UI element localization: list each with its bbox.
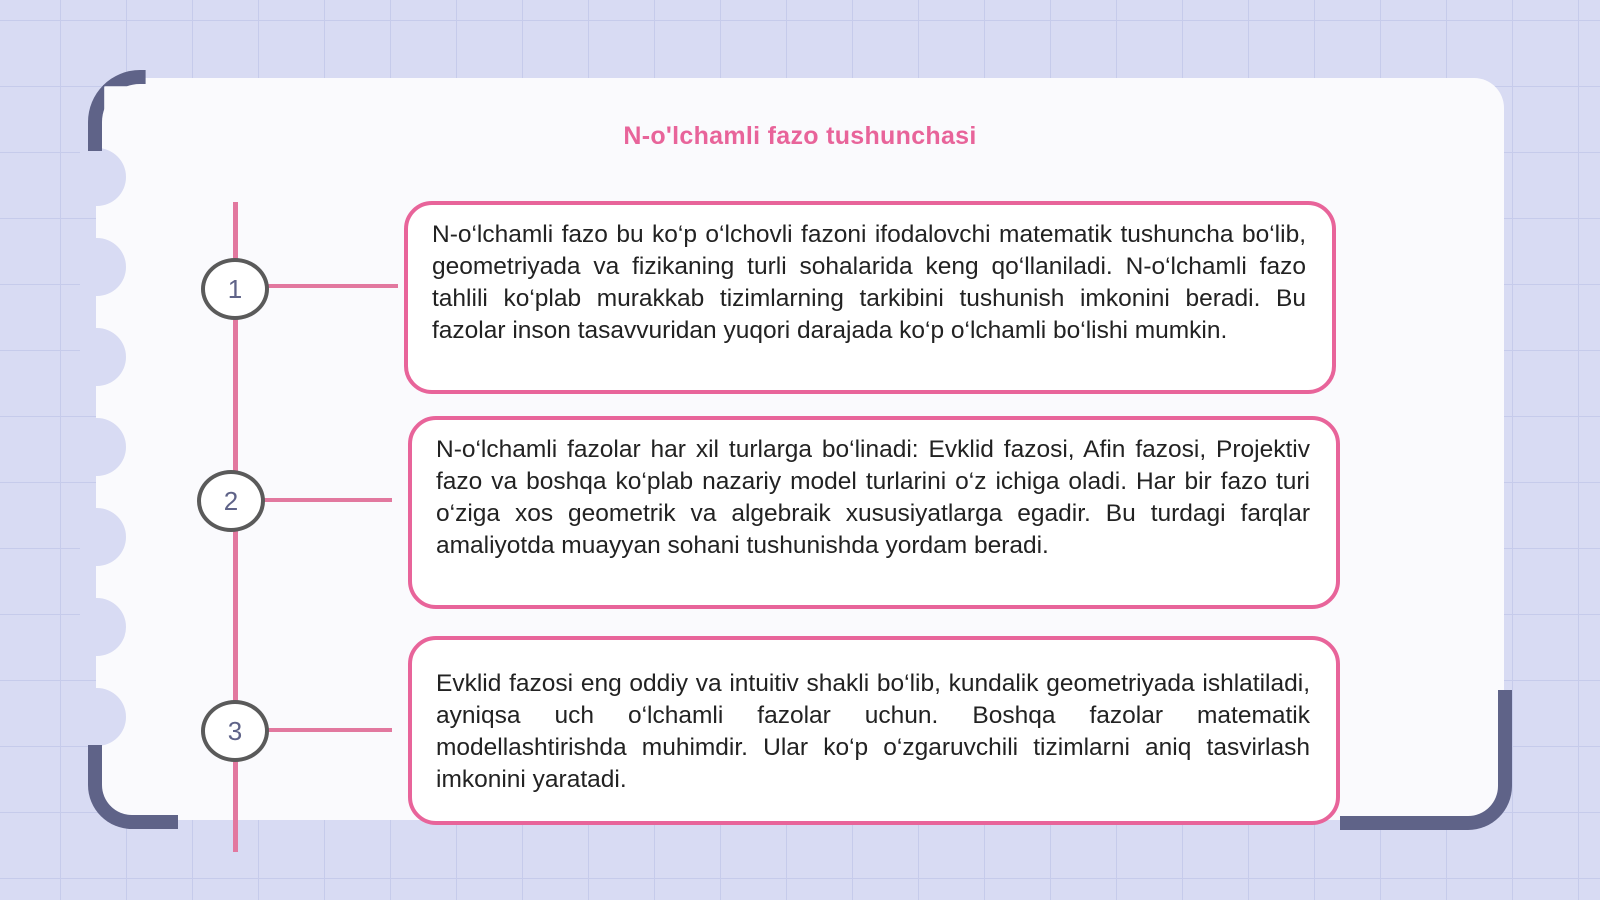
timeline-card-3 [408,636,1340,825]
slide-title: N-o'lchamli fazo tushunchasi [623,122,977,150]
timeline-node-number: 2 [223,485,239,516]
timeline-node-1 [201,258,269,320]
frame-corner-bottom-left [88,745,178,829]
timeline-node-2 [197,470,265,532]
timeline-connector-1 [262,284,398,288]
timeline-card-text: N-o‘lchamli fazolar har xil turlarga bo‘linadi: Evklid fazosi, Afin fazosi, Projektiv fazo va boshqa ko‘plab nazariy model turlarini o‘z ichiga oladi. Har bir fazo turi o‘ziga xos geometrik va algebraik xususiyatlarga egadir. Bu turdagi farqlar amaliyotda muayyan sohani tushunishda yordam beradi. [436,436,1310,559]
timeline-node-3 [201,700,269,762]
timeline-card-text: N-o‘lchamli fazo bu ko‘p o‘lchovli fazoni ifodalovchi matematik tushuncha bo‘lib, geometriyada va fizikaning turli sohalarida keng qo‘llaniladi. N-o‘lchamli fazo tahlili ko‘plab murakkab tizimlarning tarkibini tushunish imkonini beradi. Bu fazolar inson tasavvuridan yuqori darajada ko‘p o‘lchamli bo‘lishi mumkin. [432,221,1306,344]
timeline-node-number: 1 [227,273,243,304]
timeline-connector-3 [262,728,392,732]
timeline-card-2 [408,416,1340,609]
timeline-node-number: 3 [227,715,243,746]
timeline-card-1 [404,201,1336,394]
timeline-card-text: Evklid fazosi eng oddiy va intuitiv shakli bo‘lib, kundalik geometriyada ishlatiladi, ayniqsa uch o‘lchamli fazolar uchun. Boshqa fazolar matematik modellashtirishda muhimdir. Ular ko‘p o‘zgaruvchili tizimlarni aniq tasvirlash imkonini yaratadi. [436,670,1310,793]
frame-corner-bottom-right [1340,690,1512,830]
timeline-connector-2 [262,498,392,502]
